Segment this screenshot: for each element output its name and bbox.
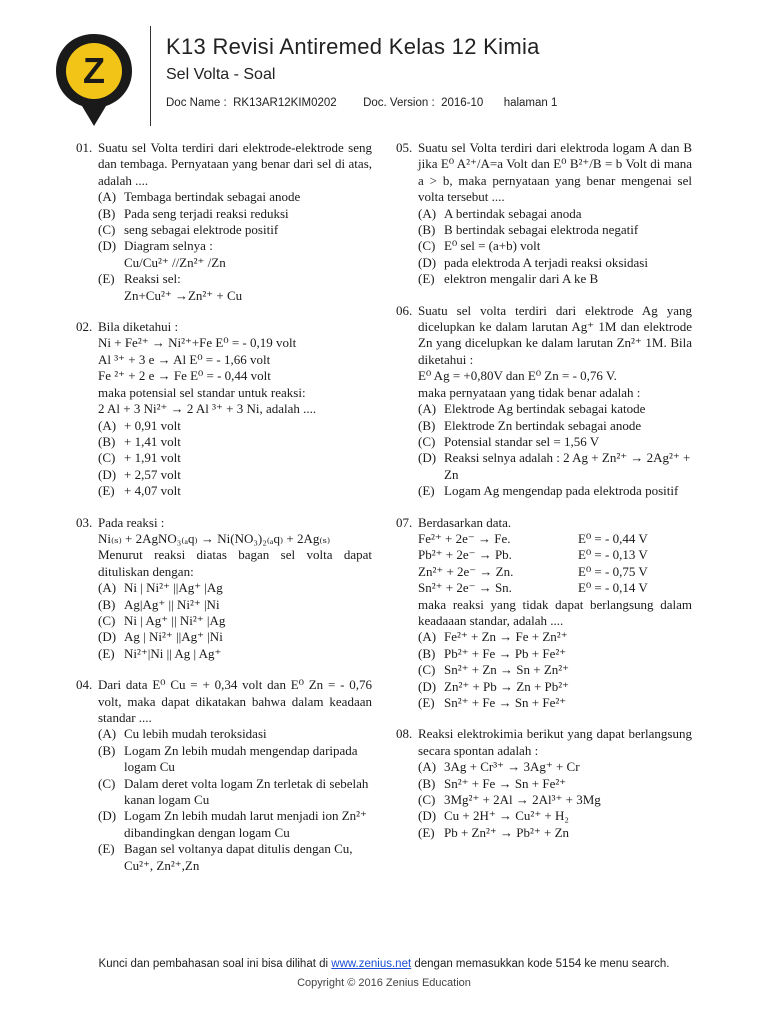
question-number: 01. (76, 140, 93, 155)
option-d: (D) + 2,57 volt (98, 466, 181, 482)
option-d: (D) Logam Zn lebih mudah larut menjadi ion Zn²⁺ dibandingkan dengan logam Cu (98, 808, 367, 840)
data-row: Sn²⁺ + 2e⁻ → Sn. E⁰ = - 0,14 V (418, 580, 648, 596)
doc-version: 2016-10 (441, 97, 484, 109)
copyright: Copyright © 2016 Zenius Education (297, 977, 471, 989)
question-text: Berdasarkan data. (418, 514, 512, 530)
option-d-formula: Cu/Cu²⁺ //Zn²⁺ /Zn (124, 254, 226, 270)
option-d: (D) Reaksi selnya adalah : 2 Ag + Zn²⁺ → 2Ag²⁺ + Zn (418, 450, 691, 482)
logo-letter: Z (83, 50, 105, 91)
option-c: (C) 3Mg²⁺ + 2Al → 2Al³⁺ + 3Mg (418, 792, 601, 808)
question-07 (396, 515, 692, 712)
option-d: (D) Zn²⁺ + Pb → Zn + Pb²⁺ (418, 678, 570, 694)
option-b: (B) Ag|Ag⁺ || Ni²⁺ |Ni (98, 596, 220, 612)
question-text: Suatu sel volta terdiri dari elektrode Ag yang dicelupkan ke dalam larutan Ag⁺ 1M dan elektrode Zn yang dicelupkan ke dalam larutan Zn²⁺ 1M. Bila diketahui : (418, 302, 692, 367)
option-e: (E) Reaksi sel: (98, 271, 181, 287)
option-e: (E) Bagan sel voltanya dapat ditulis dengan Cu, Cu²⁺, Zn²⁺,Zn (98, 841, 353, 873)
doc-name-label: Doc Name : (166, 97, 227, 109)
option-e-formula: Zn+Cu²⁺ →Zn²⁺ + Cu (124, 287, 243, 303)
question-03 (76, 515, 372, 663)
option-b: (B) Sn²⁺ + Fe → Sn + Fe²⁺ (418, 775, 567, 791)
question-text: Reaksi elektrokimia berikut yang dapat berlangsung secara spontan adalah : (418, 726, 692, 758)
option-a: (A) A bertindak sebagai anoda (418, 205, 582, 221)
option-b: (B) B bertindak sebagai elektroda negatif (418, 222, 639, 238)
question-08 (396, 726, 692, 841)
option-a: (A) + 0,91 volt (98, 417, 181, 433)
doc-meta (166, 97, 557, 109)
option-a: (A) Fe²⁺ + Zn → Fe + Zn²⁺ (418, 629, 568, 645)
option-c: (C) + 1,91 volt (98, 450, 181, 466)
question-text: maka pernyataan yang tidak benar adalah : (418, 384, 641, 400)
reaction-line: Ni + Fe²⁺ → Ni²⁺+Fe E⁰ = - 0,19 volt (98, 335, 297, 351)
question-text: Menurut reaksi diatas bagan sel volta dapat dituliskan dengan: (98, 547, 372, 579)
question-text: Suatu sel Volta terdiri dari elektrode-elektrode seng dan tembaga. Pernyataan yang benar dari sel di atas, adalah .... (98, 140, 372, 188)
reaction-line: Fe ²⁺ + 2 e → Fe E⁰ = - 0,44 volt (98, 368, 271, 384)
option-a: (A) Elektrode Ag bertindak sebagai katode (418, 401, 646, 417)
question-number: 02. (76, 319, 93, 335)
option-e: (E) Pb + Zn²⁺ → Pb²⁺ + Zn (418, 824, 570, 840)
option-c: (C) Ni | Ag⁺ || Ni²⁺ |Ag (98, 612, 226, 628)
option-a: (A) 3Ag + Cr³⁺ → 3Ag⁺ + Cr (418, 759, 580, 775)
reaction-line: Al ³⁺ + 3 e → Al E⁰ = - 1,66 volt (98, 351, 271, 367)
option-d: (D) Diagram selnya : (98, 238, 213, 254)
question-05 (396, 140, 692, 288)
page-title: K13 Revisi Antiremed Kelas 12 Kimia (166, 34, 540, 59)
question-number: 03. (76, 514, 93, 530)
option-e: (E) Sn²⁺ + Fe → Sn + Fe²⁺ (418, 695, 567, 710)
question-number: 08. (396, 726, 413, 742)
option-d: (D) Ag | Ni²⁺ ||Ag⁺ |Ni (98, 629, 223, 645)
header-divider (150, 26, 151, 126)
option-e: (E) elektron mengalir dari A ke B (418, 271, 599, 287)
option-e: (E) + 4,07 volt (98, 483, 181, 499)
option-a: (A) Tembaga bertindak sebagai anode (98, 189, 301, 205)
question-number: 04. (76, 677, 93, 693)
option-c: (C) seng sebagai elektrode positif (98, 222, 279, 238)
option-a: (A) Cu lebih mudah teroksidasi (98, 726, 267, 742)
doc-version-label: Doc. Version : (363, 97, 435, 109)
question-01 (76, 140, 372, 304)
question-text: Bila diketahui : (98, 319, 179, 335)
option-b: (B) Logam Zn lebih mudah mengendap daripada logam Cu (98, 742, 358, 775)
option-d: (D) Cu + 2H⁺ → Cu²⁺ + H₂ (418, 808, 569, 824)
option-b: (B) Pb²⁺ + Fe → Pb + Fe²⁺ (418, 645, 567, 661)
data-row: Pb²⁺ + 2e⁻ → Pb. E⁰ = - 0,13 V (418, 547, 648, 563)
question-text: Pada reaksi : (98, 514, 165, 530)
zenius-link[interactable]: www.zenius.net (331, 958, 412, 970)
question-number: 06. (396, 302, 413, 318)
option-c: (C) Potensial standar sel = 1,56 V (418, 433, 600, 449)
option-b: (B) Elektrode Zn bertindak sebagai anode (418, 417, 642, 433)
question-04 (76, 677, 372, 874)
option-c: (C) Sn²⁺ + Zn → Sn + Zn²⁺ (418, 662, 570, 678)
data-row: Zn²⁺ + 2e⁻ → Zn. E⁰ = - 0,75 V (418, 563, 648, 579)
page-subtitle: Sel Volta - Soal (166, 66, 276, 83)
question-text: Dari data E⁰ Cu = + 0,34 volt dan E⁰ Zn = - 0,76 volt, maka dapat dikatakan bahwa dalam keadaan standar .... (98, 677, 372, 725)
zenius-logo (52, 30, 136, 128)
right-column (396, 140, 692, 856)
option-d: (D) pada elektroda A terjadi reaksi oksidasi (418, 254, 648, 270)
option-c: (C) Dalam deret volta logam Zn terletak di sebelah kanan logam Cu (98, 775, 369, 808)
footer-note: Kunci dan pembahasan soal ini bisa dilihat di www.zenius.net dengan memasukkan kode 5154 ke menu search. (98, 958, 670, 970)
data-row: Fe²⁺ + 2e⁻ → Fe. E⁰ = - 0,44 V (418, 530, 648, 546)
option-e: (E) Ni²⁺|Ni || Ag | Ag⁺ (98, 645, 222, 661)
question-number: 07. (396, 514, 413, 530)
question-02 (76, 319, 372, 499)
option-e: (E) Logam Ag mengendap pada elektroda positif (418, 483, 679, 499)
reaction-line: Ni₍ₛ₎ + 2AgNO₃₍ₐq₎ → Ni(NO₃)₂₍ₐq₎ + 2Ag₍ₛ₎ (98, 530, 331, 546)
option-b: (B) + 1,41 volt (98, 433, 181, 449)
question-text: maka potensial sel standar untuk reaksi: (98, 384, 306, 400)
question-text: Suatu sel Volta terdiri dari elektroda logam A dan B jika E⁰ A²⁺/A=a Volt dan E⁰ B²⁺/B = b Volt di mana a > b, maka pernyataan yang benar mengenai sel volta tersebut .... (418, 140, 692, 205)
question-number: 05. (396, 140, 413, 155)
left-column (76, 140, 372, 889)
question-06 (396, 303, 692, 500)
option-c: (C) E⁰ sel = (a+b) volt (418, 238, 541, 254)
page-number: halaman 1 (503, 97, 558, 109)
reaction-line: 2 Al + 3 Ni²⁺ → 2 Al ³⁺ + 3 Ni, adalah .... (98, 401, 317, 417)
question-text: maka reaksi yang tidak dapat berlangsung dalam keadaaan standar, adalah .... (418, 596, 692, 628)
doc-name: RK13AR12KIM0202 (233, 97, 337, 109)
option-b: (B) Pada seng terjadi reaksi reduksi (98, 205, 289, 221)
reaction-line: E⁰ Ag = +0,80V dan E⁰ Zn = - 0,76 V. (418, 368, 617, 384)
option-a: (A) Ni | Ni²⁺ ||Ag⁺ |Ag (98, 580, 223, 596)
